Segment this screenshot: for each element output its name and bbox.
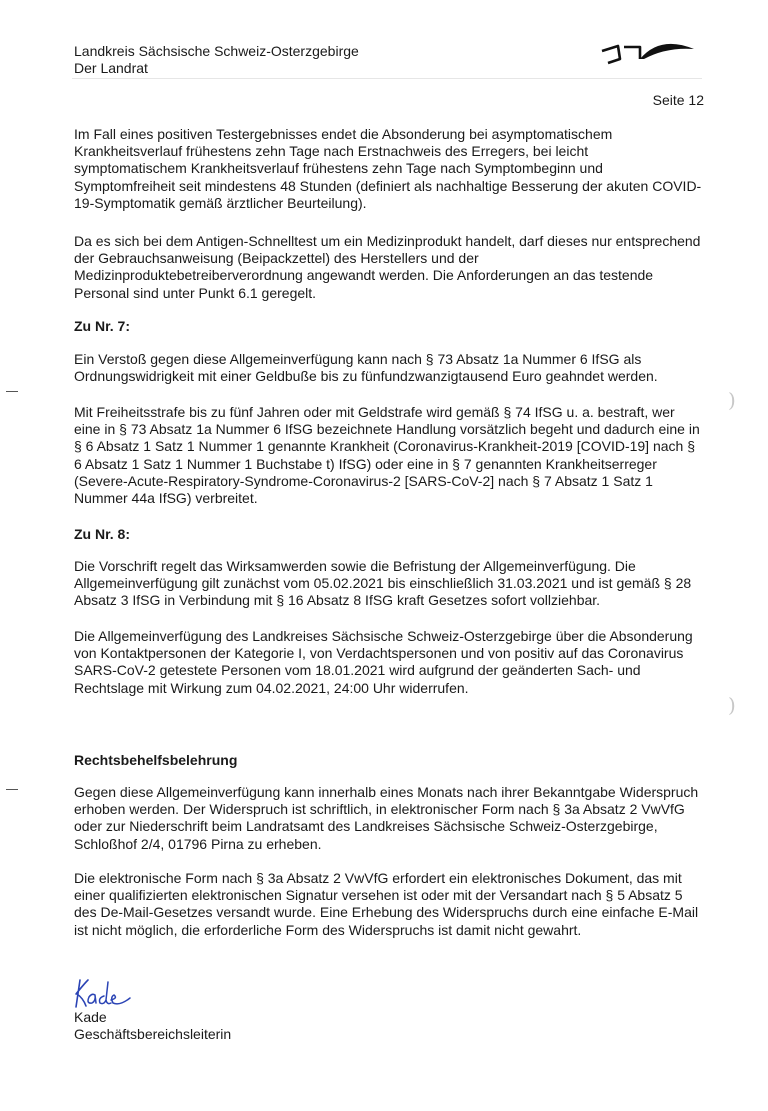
paragraph-penalty: Mit Freiheitsstrafe bis zu fünf Jahren oder mit Geldstrafe wird gemäß § 74 IfSG u. a. bestraft, wer eine in § 73 Absatz 1a Nummer 6 IfSG bezeichnete Handlung vorsätzlich begeht und dadurch eine in § 6 Absatz 1 Satz 1 Nummer 1 genannte Krankheit (Coronavirus-Krankheit-2019 [COVID-19] nach § 6 Absatz 1 Satz 1 Nummer 1 Buchstabe t) IfSG) oder eine in § 7 genannten Krankheitserreger (Severe-Acute-Respiratory-Syndrome-Coronavirus-2 [SARS-CoV-2] nach § 7 Absatz 1 Satz 1 Nummer 44a IfSG) verbreitet. [74,404,700,507]
signatory-role: Geschäftsbereichsleiterin [74,1026,232,1042]
paragraph-positive-test: Im Fall eines positiven Testergebnisses endet die Absonderung bei asymptomatischem Krankheitsverlauf frühestens zehn Tage nach Erstnachweis des Erregers, bei leicht symptomatischem Krankheitsverlauf frühestens zehn Tage nach Symptombeginn und Symptomfreiheit seit mindestens 48 Stunden (definiert als nachhaltige Besserung der akuten COVID-19-Symptomatik gemäß ärztlicher Beurteilung). [74,126,702,211]
margin-mark [6,391,18,392]
scan-bracket-mark: ) [728,388,736,412]
office-name: Der Landrat [74,60,148,76]
authority-name: Landkreis Sächsische Schweiz-Osterzgebirge [74,43,359,59]
heading-nr7: Zu Nr. 7: [74,318,131,334]
paragraph-electronic-form: Die elektronische Form nach § 3a Absatz 2 VwVfG erfordert ein elektronisches Dokument, das mit einer qualifizierten elektronischen Signatur versehen ist oder mit der Versandart nach § 5 Absatz 5 des De-Mail-Gesetzes versandt wurde. Eine Erhebung des Widerspruchs durch eine einfache E-Mail ist nicht möglich, die erforderliche Form des Widerspruchs ist damit nicht gewahrt. [74,870,699,938]
paragraph-offence: Ein Verstoß gegen diese Allgemeinverfügung kann nach § 73 Absatz 1a Nummer 6 IfSG als Ordnungswidrigkeit mit einer Geldbuße bis zu fünfundzwanzigtausend Euro geahndet werden. [74,351,658,385]
margin-mark [6,789,18,790]
paragraph-validity: Die Vorschrift regelt das Wirksamwerden sowie die Befristung der Allgemeinverfügung. Die Allgemeinverfügung gilt zunächst vom 05.02.2021 bis einschließlich 31.03.2021 und ist gemäß § 28 Absatz 3 IfSG in Verbindung mit § 16 Absatz 8 IfSG kraft Gesetzes sofort vollziehbar. [74,558,692,609]
landkreis-logo-icon [600,33,700,73]
page-number: Seite 12 [652,92,704,108]
signatory-name: Kade [74,1009,107,1025]
paragraph-revocation: Die Allgemeinverfügung des Landkreises Sächsische Schweiz-Osterzgebirge über die Absonderung von Kontaktpersonen der Kategorie I, von Verdachtspersonen und von positiv auf das Coronavirus SARS-CoV-2 getestete Personen vom 18.01.2021 wird aufgrund der geänderten Sach- und Rechtslage mit Wirkung zum 04.02.2021, 24:00 Uhr widerrufen. [74,628,693,696]
paragraph-medical-device: Da es sich bei dem Antigen-Schnelltest um ein Medizinprodukt handelt, darf dieses nur entsprechend der Gebrauchsanweisung (Beipackzettel) des Herstellers und der Medizinproduktebetreiberverordnung angewandt werden. Die Anforderungen an das testende Personal sind unter Punkt 6.1 geregelt. [74,233,701,301]
paragraph-objection: Gegen diese Allgemeinverfügung kann innerhalb eines Monats nach ihrer Bekanntgabe Widerspruch erhoben werden. Der Widerspruch ist schriftlich, in elektronischer Form nach § 3a Absatz 2 VwVfG oder zur Niederschrift beim Landratsamt des Landkreises Sächsische Schweiz-Osterzgebirge, Schloßhof 2/4, 01796 Pirna zu erheben. [74,784,699,852]
heading-legal-remedy: Rechtsbehelfsbelehrung [74,752,238,768]
header-divider [72,78,702,79]
handwritten-signature [74,976,134,1010]
scan-bracket-mark: ) [728,693,736,717]
heading-nr8: Zu Nr. 8: [74,526,131,542]
